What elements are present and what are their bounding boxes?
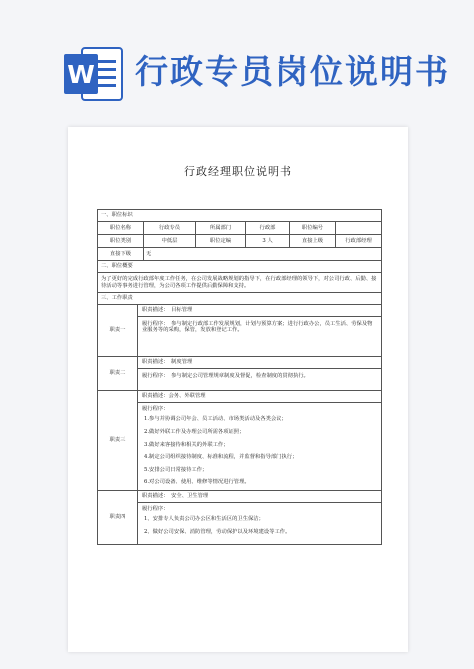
value-cell: 无: [146, 250, 152, 257]
label-cell: 职位编号: [290, 222, 336, 234]
section-3-title: 三、工作职责: [101, 295, 133, 302]
duty-body: [138, 357, 381, 390]
value-cell: [336, 222, 381, 234]
label-cell: 职位类别: [98, 235, 144, 247]
label-cell: 职位定编: [196, 235, 246, 247]
duty-row-2: [98, 357, 381, 391]
list-item: 3.做好来客接待和相关的外联工作；: [144, 441, 229, 448]
duty-description: 职责描述：会务、外联管理: [138, 391, 381, 403]
duty-body: [138, 491, 381, 543]
duty-label: 职责二: [98, 357, 138, 390]
table-row: [98, 222, 381, 235]
duty-description: 职责描述： 安全、卫生管理: [138, 491, 381, 503]
list-item: 5.安排公司日常接待工作；: [144, 466, 208, 473]
list-item: 2.做好外联工作及办理公司所需各项证照；: [144, 429, 245, 436]
duty-description: 职责描述： 目标管理: [138, 305, 381, 317]
section-header: [98, 261, 381, 273]
duty-label: 职责一: [98, 305, 138, 356]
duty-procedure: 履行程序： 参与制定行政部工作发展规划，计划与预算方案；进行行政办公，员工生活、劳保及物业服务等的采购，保管，发放和登记工作。: [142, 320, 373, 334]
document-page: [68, 127, 408, 652]
section-header: [98, 293, 381, 305]
value-cell: 中低层: [144, 235, 196, 247]
value-cell: 行政部: [246, 222, 290, 234]
section-1-title: 一、职位标识: [101, 212, 133, 219]
duty-body: [138, 305, 381, 356]
word-icon-letter: W: [67, 60, 95, 89]
list-item: 6.对公司设备、使用、维修等情况进行管理。: [144, 479, 250, 486]
table-row: [98, 235, 381, 248]
list-item: 4.制定公司组织接待制度、标准和流程，并监督和指导部门执行；: [144, 454, 298, 461]
section-header: [98, 210, 381, 222]
duty-procedure: 履行程序：: [142, 505, 169, 512]
table-row: [98, 248, 381, 261]
summary-text: 为了更好的完成行政部年度工作任务，在公司发展战略规划的指导下，在行政部经理的领导下，对公司行政、后勤、接待活动等事务进行管理，为公司各项工作提供后勤保障和支持。: [101, 276, 377, 289]
banner-title: 行政专员岗位说明书: [135, 52, 450, 91]
duty-row-3: [98, 391, 381, 491]
label-cell: 直接上级: [290, 235, 336, 247]
job-form-table: [97, 209, 382, 545]
list-item: 1.参与并协调公司年会、员工活动、市场类活动及各类会议；: [144, 416, 287, 423]
duty-row-4: [98, 491, 381, 543]
duty-label: 职责四: [98, 491, 138, 543]
list-item: 2、做好公司安保、消防管理，劳动保护以及环境建设等工作。: [144, 528, 291, 535]
word-icon: [62, 44, 124, 104]
value-cell: 行政专员: [144, 222, 196, 234]
section-2-title: 二、职位概要: [101, 263, 133, 270]
banner: [0, 0, 474, 120]
label-cell: 直接下级: [98, 248, 144, 260]
summary-row: [98, 273, 381, 293]
duty-label: 职责三: [98, 391, 138, 490]
label-cell: 所属部门: [196, 222, 246, 234]
document-title: 行政经理职位说明书: [184, 165, 292, 178]
value-cell: 行政部经理: [345, 237, 372, 244]
label-cell: 职位名称: [98, 222, 144, 234]
duty-procedure: 履行程序： 参与制定公司管理规章制度及督促，检查制度的贯彻执行。: [142, 372, 309, 379]
value-cell: 3 人: [246, 235, 290, 247]
duty-procedure: 履行程序：: [142, 405, 169, 412]
duty-body: [138, 391, 381, 490]
duty-row-1: [98, 305, 381, 357]
list-item: 1、安排专人负责公司办公区和生活区的卫生保洁；: [144, 516, 264, 523]
duty-description: 职责描述： 制度管理: [138, 357, 381, 369]
